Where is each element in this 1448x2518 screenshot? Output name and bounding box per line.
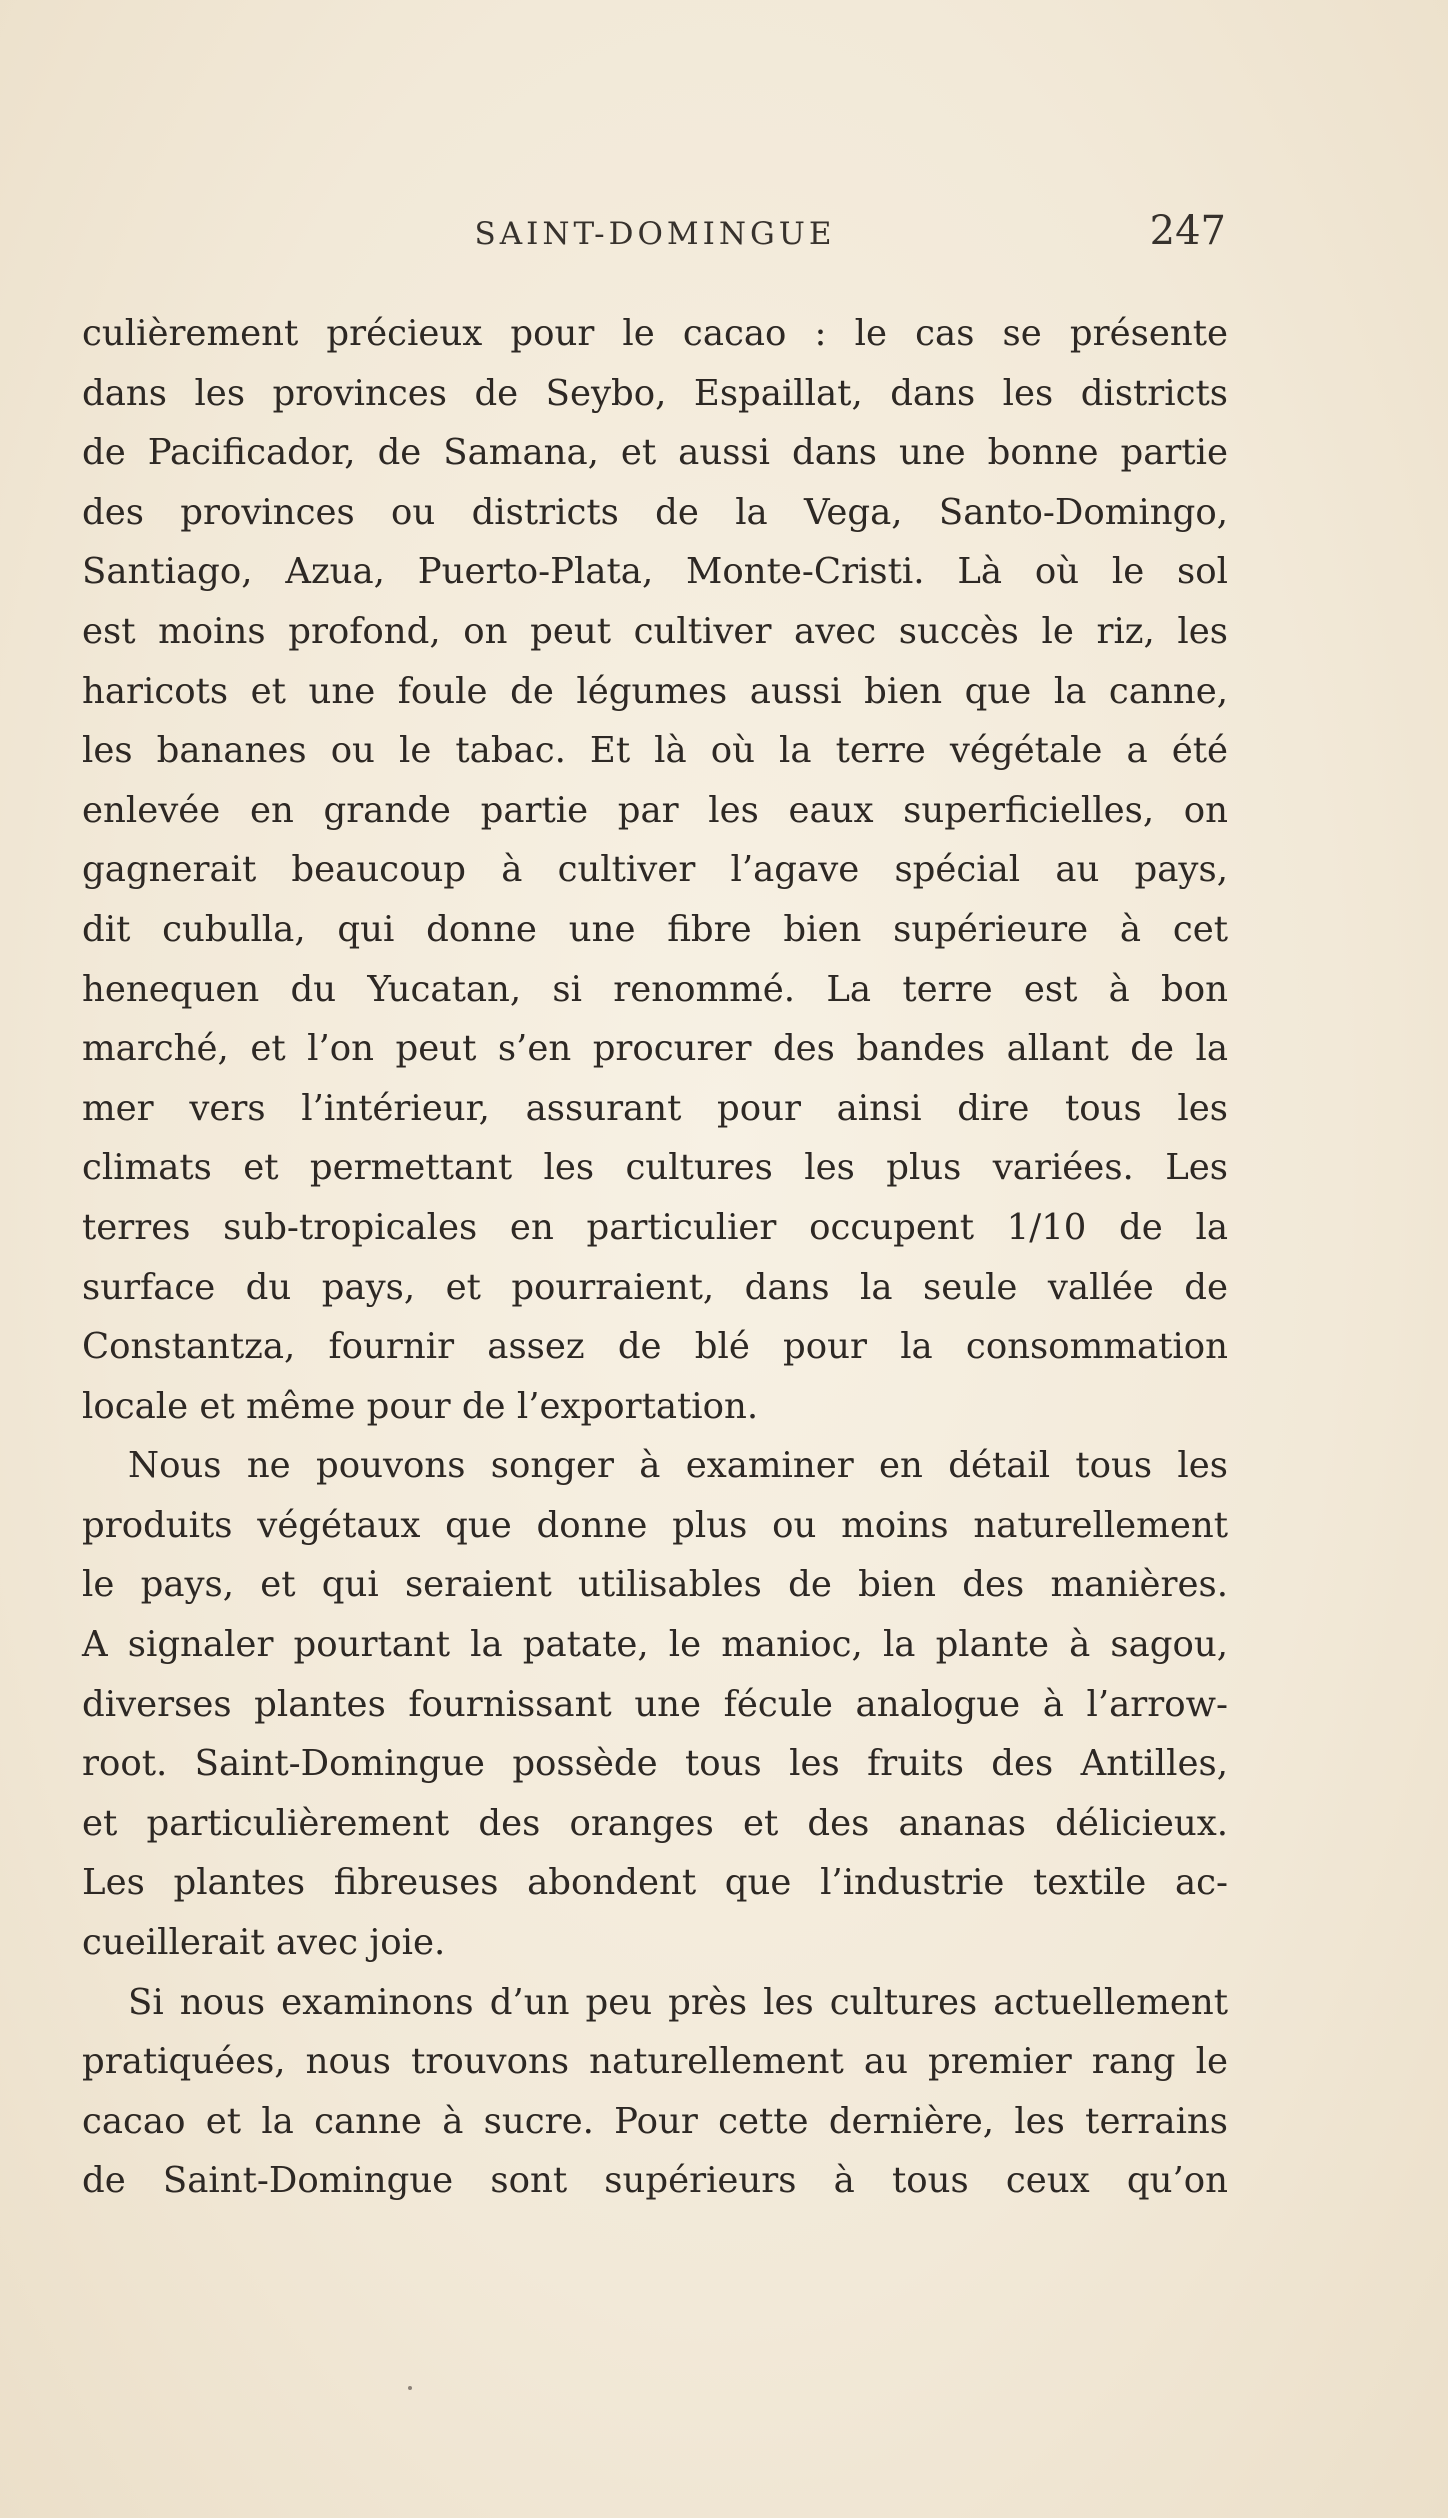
text-line: des provinces ou districts de la Vega, Santo-Domingo, bbox=[82, 491, 1228, 533]
text-line: locale et même pour de l’exportation. bbox=[82, 1385, 759, 1427]
page-header bbox=[84, 208, 1226, 258]
text-line: haricots et une foule de légumes aussi bien que la canne, bbox=[82, 670, 1228, 712]
text-line: marché, et l’on peut s’en procurer des bandes allant de la bbox=[82, 1028, 1228, 1070]
text-line: diverses plantes fournissant une fécule analogue à l’arrow- bbox=[82, 1683, 1228, 1725]
text-line: mer vers l’intérieur, assurant pour ainsi dire tous les bbox=[82, 1087, 1228, 1129]
text-line: dans les provinces de Seybo, Espaillat, dans les districts bbox=[82, 372, 1228, 414]
text-line: cueillerait avec joie. bbox=[82, 1922, 446, 1964]
text-line: climats et permettant les cultures les plus variées. Les bbox=[82, 1147, 1228, 1189]
running-title: SAINT-DOMINGUE bbox=[474, 216, 836, 252]
text-line: surface du pays, et pourraient, dans la seule vallée de bbox=[82, 1266, 1228, 1308]
text-line: gagnerait beaucoup à cultiver l’agave spécial au pays, bbox=[82, 849, 1228, 891]
text-line: de Pacificador, de Samana, et aussi dans une bonne partie bbox=[82, 432, 1228, 474]
text-line: Constantza, fournir assez de blé pour la consommation bbox=[82, 1326, 1228, 1368]
paper-speck bbox=[408, 2386, 412, 2390]
text-line: enlevée en grande partie par les eaux superficielles, on bbox=[82, 789, 1228, 831]
text-line: produits végétaux que donne plus ou moins naturellement bbox=[82, 1504, 1228, 1546]
text-line: Nous ne pouvons songer à examiner en détail tous les bbox=[128, 1445, 1228, 1487]
text-line: pratiquées, nous trouvons naturellement au premier rang le bbox=[82, 2041, 1228, 2083]
text-line: root. Saint-Domingue possède tous les fruits des Antilles, bbox=[82, 1743, 1228, 1785]
text-line: terres sub-tropicales en particulier occupent 1/10 de la bbox=[82, 1206, 1228, 1248]
text-line: Les plantes fibreuses abondent que l’industrie textile ac- bbox=[82, 1862, 1228, 1904]
text-line: A signaler pourtant la patate, le manioc, la plante à sagou, bbox=[82, 1624, 1228, 1666]
text-line: dit cubulla, qui donne une fibre bien supérieure à cet bbox=[82, 908, 1228, 950]
text-line: culièrement précieux pour le cacao : le cas se présente bbox=[82, 313, 1228, 354]
text-line: et particulièrement des oranges et des ananas délicieux. bbox=[82, 1802, 1228, 1844]
text-line: de Saint-Domingue sont supérieurs à tous ceux qu’on bbox=[82, 2160, 1228, 2202]
text-line: cacao et la canne à sucre. Pour cette dernière, les terrains bbox=[82, 2100, 1228, 2142]
page-number: 247 bbox=[1149, 208, 1226, 254]
body-text bbox=[82, 304, 1228, 2211]
text-line: le pays, et qui seraient utilisables de bien des manières. bbox=[82, 1564, 1228, 1606]
text-line: est moins profond, on peut cultiver avec succès le riz, les bbox=[82, 610, 1228, 652]
text-line: Santiago, Azua, Puerto-Plata, Monte-Cristi. Là où le sol bbox=[82, 551, 1228, 593]
text-line: les bananes ou le tabac. Et là où la terre végétale a été bbox=[82, 730, 1228, 772]
text-line: Si nous examinons d’un peu près les cultures actuellement bbox=[128, 1981, 1228, 2023]
text-line: henequen du Yucatan, si renommé. La terre est à bon bbox=[82, 968, 1228, 1010]
